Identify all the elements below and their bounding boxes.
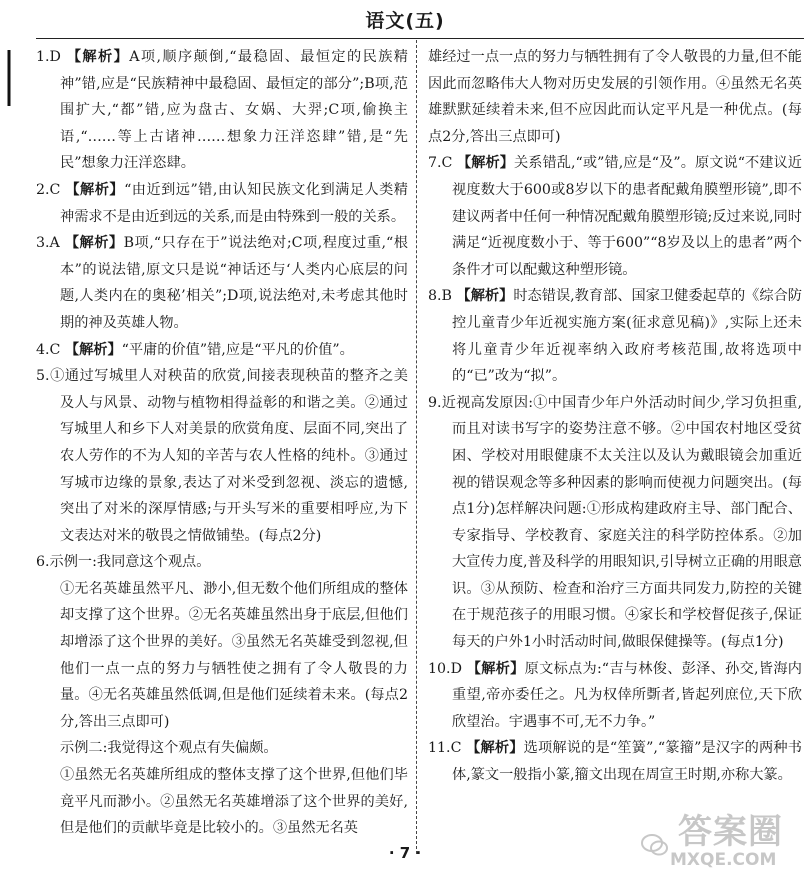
column-divider bbox=[416, 40, 417, 854]
answer-text: ①通过写城里人对秧苗的欣赏,间接表现秧苗的整齐之美及人与风景、动物与植物相得益彰的和谐之美。②通过写城里人和乡下人对美景的欣赏角度、层面不同,突出了农人劳作的不为人知的辛苦与农人性格的纯朴。③通过写城市边缘的景象,表达了对米受到忽视、淡忘的遗憾,突出了对米的深厚情感;与开头写米的重要相呼应,为下文表达对米的敬畏之情做铺垫。(每点2分) bbox=[49, 368, 408, 544]
answer-text: 原文标点为:“吉与林俊、彭泽、孙交,皆海内重望,帝亦委任之。凡为权倖所斲者,皆起列庶位,天下欣欣望治。宇遇事不可,无不力争。” bbox=[452, 660, 802, 730]
answer-paragraph bbox=[36, 576, 408, 736]
analysis-tag: 【解析】 bbox=[64, 341, 122, 358]
answer-number: 11.C bbox=[428, 740, 467, 757]
wechat-logo-icon bbox=[640, 830, 670, 860]
answer-item bbox=[36, 337, 408, 364]
answer-text: 示例一:我同意这个观点。 bbox=[49, 554, 211, 571]
answer-text: ①虽然无名英雄所组成的整体支撑了这个世界,但他们毕竟平凡而渺小。②虽然无名英雄增添了这个世界的美好,但是他们的贡献毕竟是比较小的。③虽然无名英 bbox=[60, 767, 408, 837]
answer-paragraph bbox=[36, 735, 408, 762]
answer-text: 时态错误,教育部、国家卫健委起草的《综合防控儿童青少年近视实施方案(征求意见稿)》,实际上还未将儿童青少年近视率纳入政府考核范围,故将选项中的“已”改为“拟”。 bbox=[452, 288, 802, 385]
watermark bbox=[640, 800, 800, 878]
analysis-tag: 【解析】 bbox=[66, 49, 130, 65]
analysis-tag: 【解析】 bbox=[64, 235, 124, 252]
answer-item bbox=[428, 390, 802, 656]
answer-text: 雄经过一点一点的努力与牺牲拥有了令人敬畏的力量,但不能因此而忽略伟大人物对历史发展的引领作用。④虽然无名英雄默默延续着未来,但不应因此而认定平凡是一种优点。(每点2分,答出三点即可) bbox=[428, 49, 802, 145]
analysis-tag: 【解析】 bbox=[456, 155, 515, 172]
answer-number: 6. bbox=[36, 554, 50, 571]
answer-number: 3.A bbox=[36, 235, 65, 252]
right-column bbox=[428, 44, 802, 789]
answer-number: 9. bbox=[428, 394, 442, 411]
answer-text: 选项解说的是“笙簧”,“篆籀”是汉字的两种书体,篆文一般指小篆,籀文出现在周宣王时期,亦称大篆。 bbox=[452, 740, 802, 784]
left-column bbox=[36, 44, 408, 842]
answer-item bbox=[36, 177, 408, 230]
binding-mark bbox=[6, 50, 12, 106]
answer-text: “平庸的价值”错,应是“平凡的价值”。 bbox=[121, 341, 354, 358]
answer-text: A项,顺序颠倒,“最稳固、最恒定的民族精神”错,应是“民族精神中最稳固、最恒定的部分”;B项,范围扩大,“都”错,应为盘古、女娲、大羿;C项,偷换主语,“……等上古诸神……想象力汪洋恣肆”错,是“先民”想象力汪洋恣肆。 bbox=[60, 49, 408, 172]
answer-item bbox=[36, 230, 408, 336]
page-title: 语文(五) bbox=[365, 10, 445, 32]
watermark-text: 答案圈 bbox=[678, 812, 783, 852]
answer-number: 2.C bbox=[36, 181, 66, 198]
answer-text: 近视高发原因:①中国青少年户外活动时间少,学习负担重,而且对读书写字的姿势注意不够。②中国农村地区受贫困、学校对用眼健康不太关注以及认为戴眼镜会加重近视的错误观念等多种因素的影响而使视力问题突出。(每点1分)怎样解决问题:①形成构建政府主导、部门配合、专家指导、学校教育、家庭关注的科学防控体系。②加大宣传力度,普及科学的用眼知识,引导树立正确的用眼意识。③从预防、检查和治疗三方面共同发力,防控的关键在于规范孩子的用眼习惯。④家长和学校督促孩子,保证每天的户外1小时活动时间,做眼保健操等。(每点1分) bbox=[441, 394, 802, 651]
answer-number: 10.D bbox=[428, 660, 467, 677]
analysis-tag: 【解析】 bbox=[65, 181, 125, 198]
answer-item bbox=[428, 283, 802, 389]
answer-text: ①无名英雄虽然平凡、渺小,但无数个他们所组成的整体却支撑了这个世界。②无名英雄虽然出身于底层,但他们却增添了这个世界的美好。③虽然无名英雄受到忽视,但他们一点一点的努力与牺牲使之拥有了令人敬畏的力量。④无名英雄虽然低调,但是他们延续着未来。(每点2分,答出三点即可) bbox=[60, 580, 408, 730]
watermark-url: MXQE.COM bbox=[670, 850, 777, 870]
answer-item bbox=[36, 44, 408, 177]
analysis-tag: 【解析】 bbox=[456, 288, 514, 305]
answer-item bbox=[428, 735, 802, 788]
answer-number: 4.C bbox=[36, 341, 65, 358]
answer-item bbox=[428, 150, 802, 283]
analysis-tag: 【解析】 bbox=[466, 660, 525, 677]
answer-number: 5. bbox=[36, 368, 50, 385]
answer-item bbox=[428, 656, 802, 736]
page-number: · 7 · bbox=[388, 844, 422, 862]
header-rule bbox=[36, 38, 804, 39]
answer-item bbox=[36, 549, 408, 576]
answer-text: “由近到远”错,由认知民族文化到满足人类精神需求不是由近到远的关系,而是由特殊到一般的关系。 bbox=[60, 181, 408, 225]
answer-number: 1.D bbox=[36, 49, 67, 65]
answer-number: 7.C bbox=[428, 155, 457, 172]
answer-paragraph bbox=[428, 44, 802, 150]
answer-item bbox=[36, 363, 408, 549]
answer-text: 示例二:我觉得这个观点有失偏颇。 bbox=[60, 740, 278, 757]
answer-text: 关系错乱,“或”错,应是“及”。原文说“不建议近视度数大于600或8岁以下的患者配戴角膜塑形镜”,即不建议两者中任何一种情况配戴角膜塑形镜;反过来说,同时满足“近视度数小于、等于600”“8岁及以上的患者”两个条件才可以配戴这种塑形镜。 bbox=[452, 155, 802, 278]
analysis-tag: 【解析】 bbox=[466, 740, 524, 757]
answer-paragraph bbox=[36, 762, 408, 842]
answer-text: B项,“只存在于”说法绝对;C项,程度过重,“根本”的说法错,原文只是说“神话还与‘人类内心底层的问题,人类内在的奥秘’相关”;D项,说法绝对,未考虑其他时期的神及英雄人物。 bbox=[60, 235, 408, 331]
answer-number: 8.B bbox=[428, 288, 457, 305]
